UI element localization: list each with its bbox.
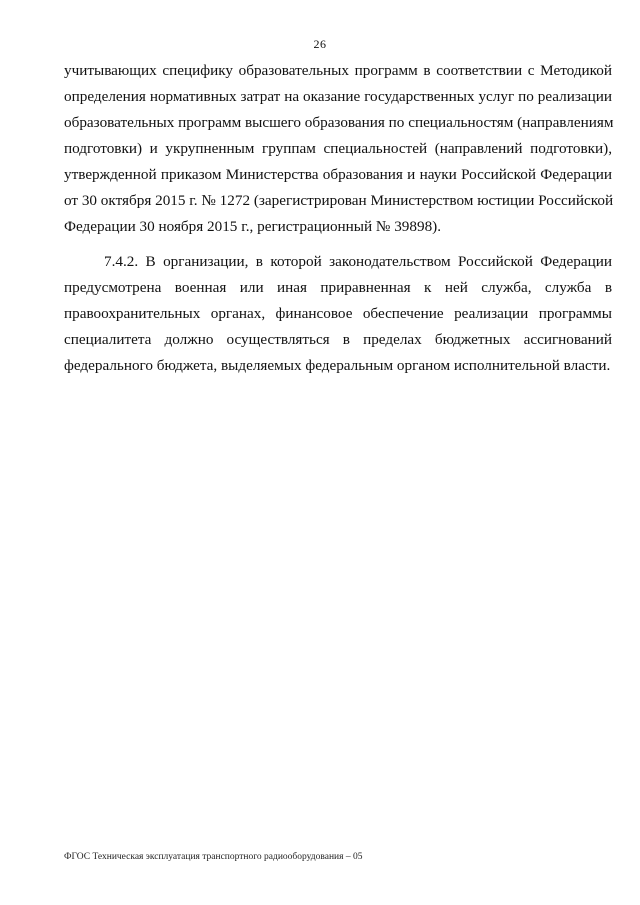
text-line: определения нормативных затрат на оказание государственных услуг по реализации: [64, 88, 612, 105]
text-line: предусмотрена военная или иная приравненная к ней служба, служба в: [64, 279, 612, 296]
text-line: подготовки) и укрупненным группам специальностей (направлений подготовки),: [64, 140, 612, 157]
text-line: Федерации 30 ноября 2015 г., регистрационный № 39898).: [64, 218, 442, 235]
text-line: утвержденной приказом Министерства образования и науки Российской Федерации: [64, 166, 612, 183]
page-number: 26: [313, 37, 327, 51]
paragraph-2: [64, 249, 612, 379]
text-line: правоохранительных органах, финансовое обеспечение реализации программы: [64, 305, 612, 322]
text-line: специалитета должно осуществляться в пределах бюджетных ассигнований: [64, 331, 612, 348]
document-body: [64, 58, 612, 379]
text-line: образовательных программ высшего образования по специальностям (направлениям: [64, 114, 614, 131]
paragraph-spacer: [64, 240, 612, 249]
text-line: федерального бюджета, выделяемых федеральным органом исполнительной власти.: [64, 357, 611, 374]
text-line: 7.4.2. В организации, в которой законодательством Российской Федерации: [104, 253, 612, 270]
paragraph-1: [64, 58, 612, 240]
text-line: от 30 октября 2015 г. № 1272 (зарегистрирован Министерством юстиции Российской: [64, 192, 614, 209]
text-line: учитывающих специфику образовательных программ в соответствии с Методикой: [64, 62, 612, 79]
document-footer: ФГОС Техническая эксплуатация транспортного радиооборудования – 05: [64, 852, 363, 862]
